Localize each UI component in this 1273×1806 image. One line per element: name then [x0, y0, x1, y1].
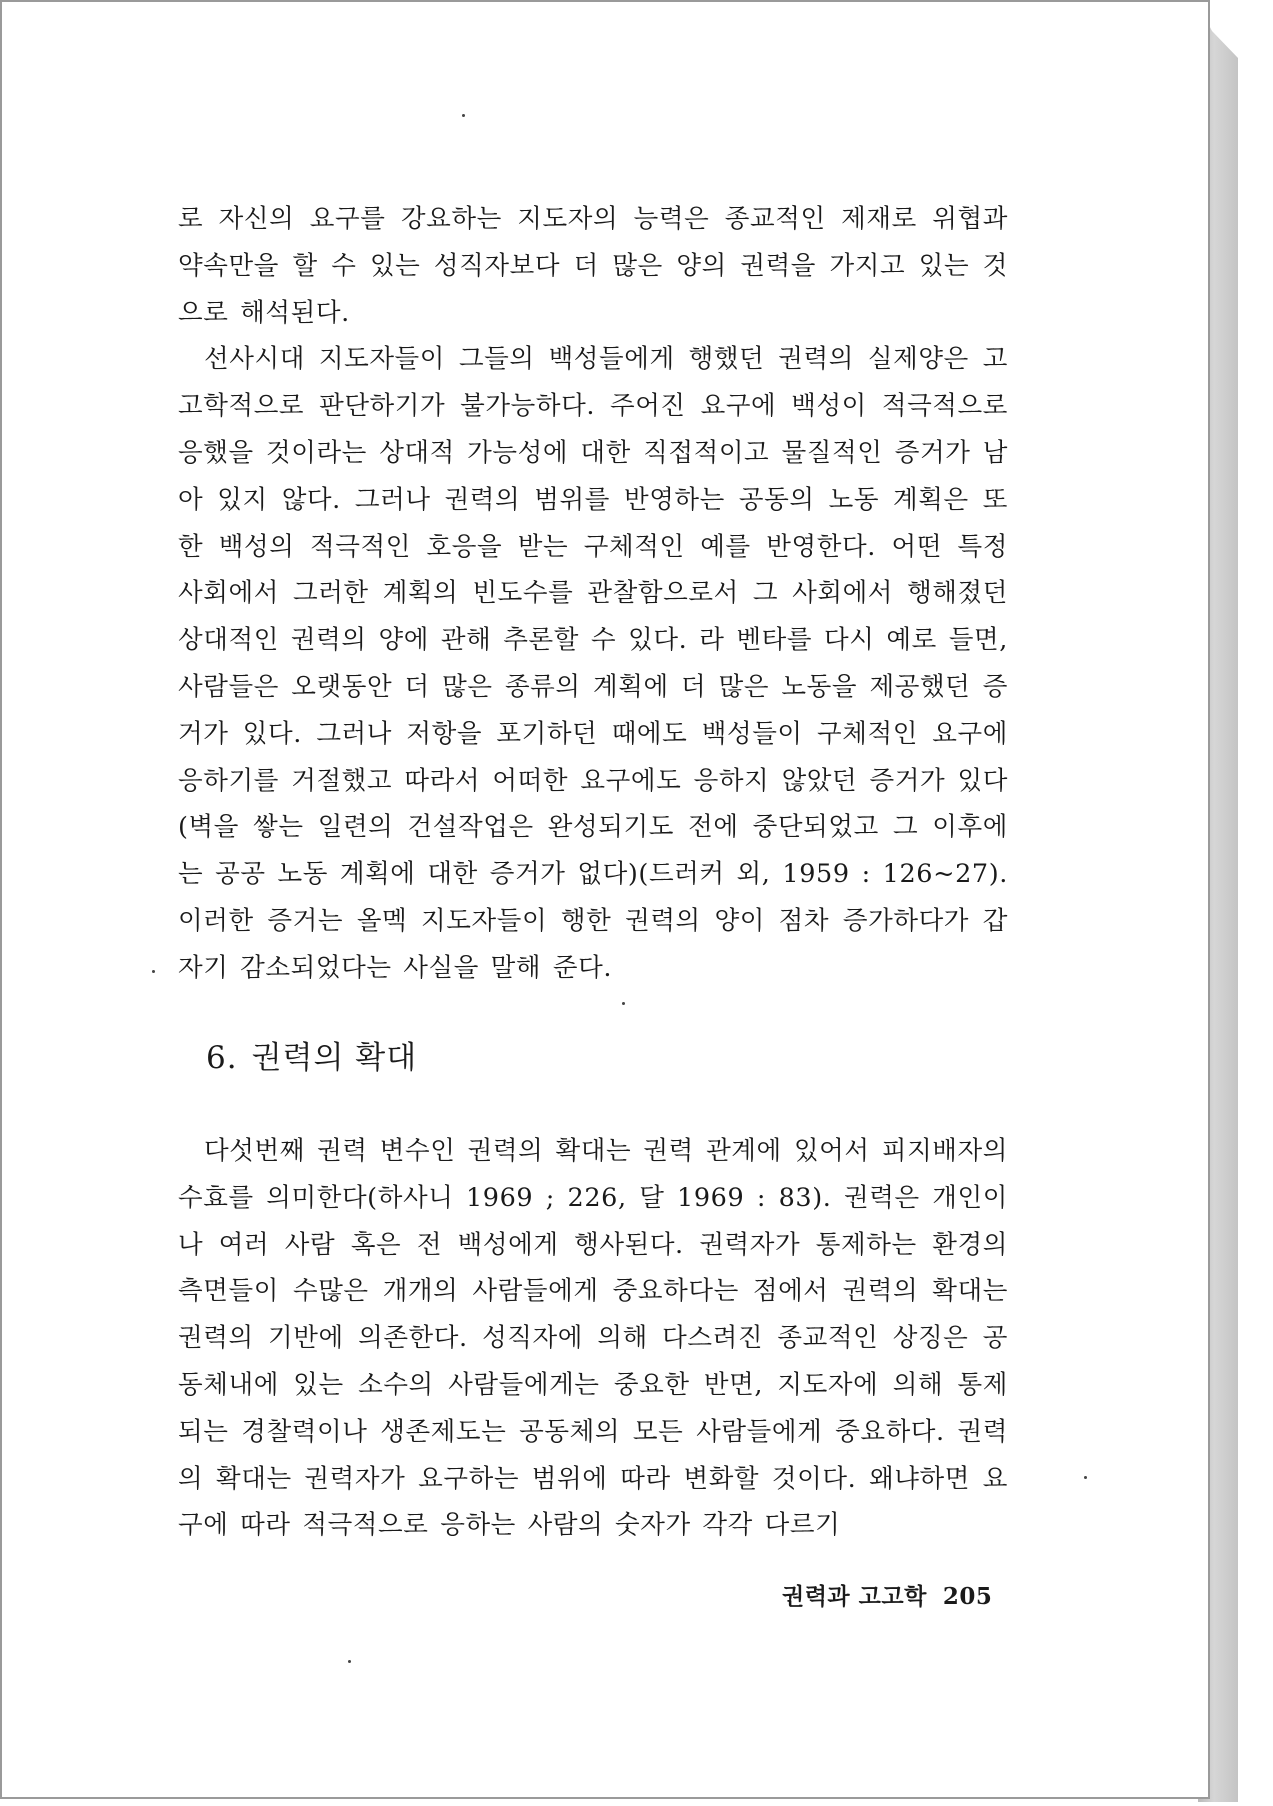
page-number: 205 [942, 1583, 993, 1610]
scan-speck [622, 1002, 625, 1005]
scan-speck [152, 970, 155, 973]
paragraph-power-extension: 다섯번째 권력 변수인 권력의 확대는 권력 관계에 있어서 피지배자의 수효를 의미한다(하사니 1969 ; 226, 달 1969 : 83). 권력은 개인이나 여러 사람 혹은 전 백성에게 행사된다. 권력자가 통제하는 환경의 측면들이 수많은 개개의 사람들에게 중요하다는 점에서 권력의 확대는 권력의 기반에 의존한다. 성직자에 의해 다스려진 종교적인 상징은 공동체내에 있는 소수의 사람들에게는 중요한 반면, 지도자에 의해 통제되는 경찰력이나 생존제도는 공동체의 모든 사람들에게 중요하다. 권력의 확대는 권력자가 요구하는 범위에 따라 변화할 것이다. 왜냐하면 요구에 따라 적극적으로 응하는 사람의 숫자가 각각 다르기 [178, 1136, 1008, 1541]
running-title: 권력과 고고학 [782, 1583, 927, 1610]
paragraph-prehistoric-power: 선사시대 지도자들이 그들의 백성들에게 행했던 권력의 실제양은 고고학적으로 판단하기가 불가능하다. 주어진 요구에 백성이 적극적으로 응했을 것이라는 상대적 가능성에 대한 직접적이고 물질적인 증거가 남아 있지 않다. 그러나 권력의 범위를 반영하는 공동의 노동 계획은 또한 백성의 적극적인 호응을 받는 구체적인 예를 반영한다. 어떤 특정 사회에서 그러한 계획의 빈도수를 관찰함으로서 그 사회에서 행해졌던 상대적인 권력의 양에 관해 추론할 수 있다. 라 벤타를 다시 예로 들면, 사람들은 오랫동안 더 많은 종류의 계획에 더 많은 노동을 제공했던 증거가 있다. 그러나 저항을 포기하던 때에도 백성들이 구체적인 요구에 응하기를 거절했고 따라서 어떠한 요구에도 응하지 않았던 증거가 있다(벽을 쌓는 일련의 건설작업은 완성되기도 전에 중단되었고 그 이후에는 공공 노동 계획에 대한 증거가 없다)(드러커 외, 1959 : 126~27). 이러한 증거는 올멕 지도자들이 행한 권력의 양이 점차 증가하다가 갑자기 감소되었다는 사실을 말해 준다. [178, 344, 1008, 983]
text-block-bottom [178, 1128, 1008, 1549]
page-footer [782, 1578, 992, 1611]
scan-speck [1084, 1476, 1087, 1479]
scan-speck [462, 114, 465, 117]
scan-speck [348, 1660, 351, 1663]
section-title: 권력의 확대 [251, 1040, 418, 1076]
section-number: 6. [206, 1040, 238, 1076]
section-heading [206, 1032, 417, 1077]
text-block-top [178, 196, 1008, 992]
paragraph-continued: 로 자신의 요구를 강요하는 지도자의 능력은 종교적인 제재로 위협과 약속만을 할 수 있는 성직자보다 더 많은 양의 권력을 가지고 있는 것으로 해석된다. [178, 204, 1008, 328]
